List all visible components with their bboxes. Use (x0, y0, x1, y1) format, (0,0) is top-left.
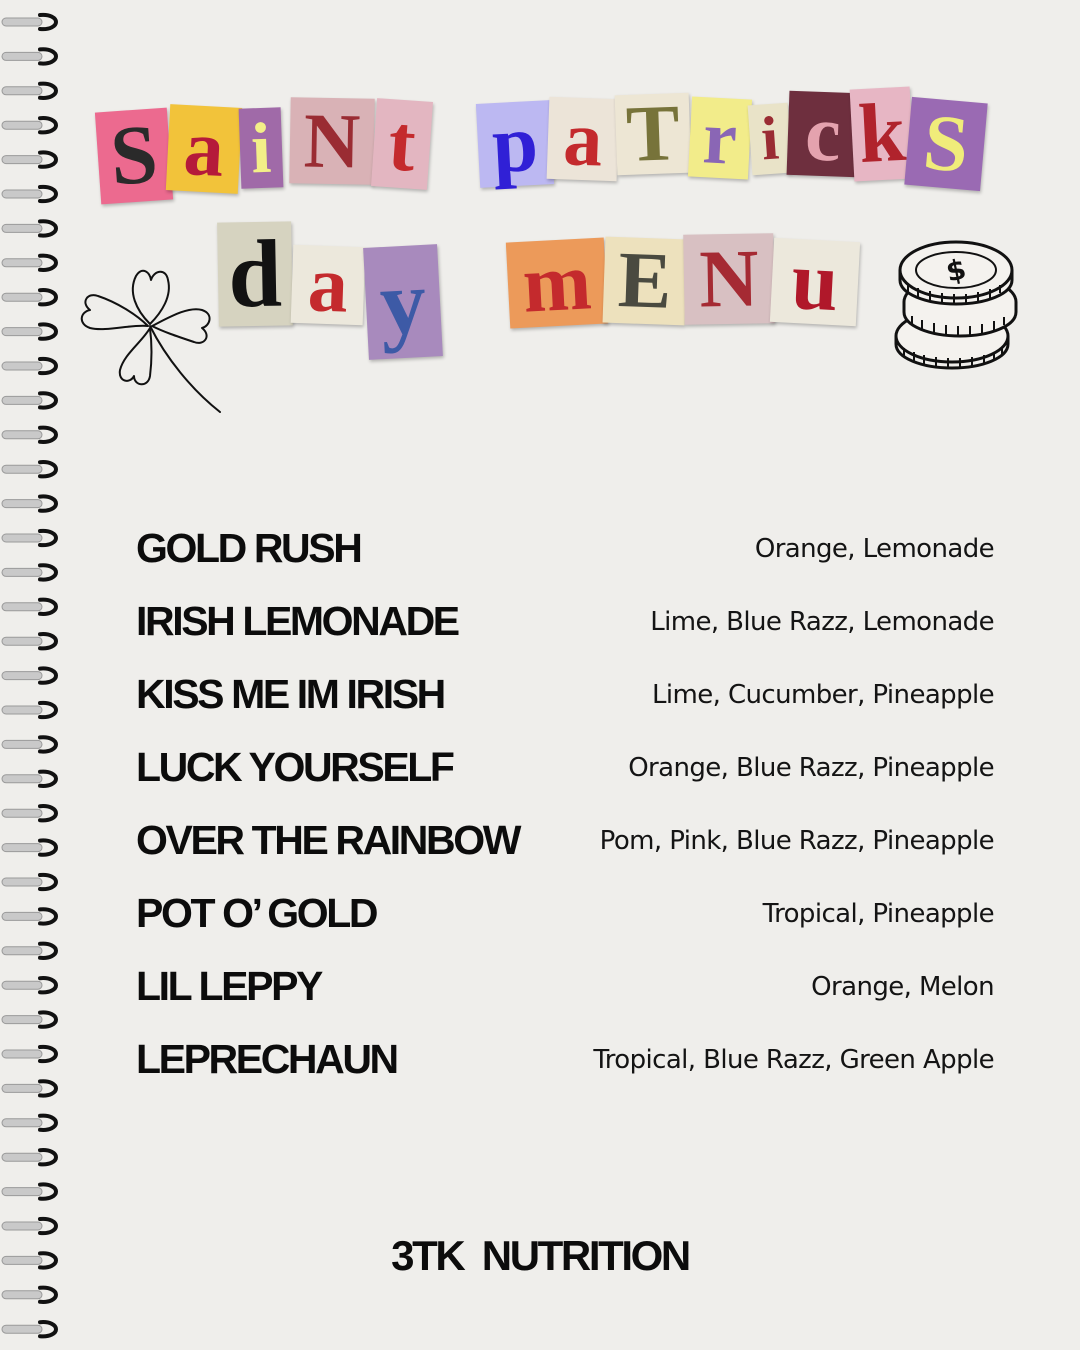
menu-item-flavors: Lime, Blue Razz, Lemonade (650, 606, 994, 637)
menu-item-flavors: Orange, Blue Razz, Pineapple (628, 752, 994, 783)
menu-item (136, 1023, 994, 1096)
menu-item-name: IRISH LEMONADE (136, 598, 458, 644)
title-letter: N (683, 233, 775, 325)
menu-item-flavors: Pom, Pink, Blue Razz, Pineapple (599, 825, 994, 856)
spiral-ring (2, 15, 56, 29)
title-letter: a (547, 97, 620, 181)
title-letter: S (904, 97, 987, 191)
spiral-ring (2, 565, 56, 579)
title-letter: d (217, 221, 293, 326)
menu-item (136, 512, 994, 585)
spiral-ring (2, 875, 56, 889)
menu-list (136, 512, 994, 1096)
spiral-binding (0, 0, 70, 1350)
menu-item-name: LEPRECHAUN (136, 1036, 397, 1082)
spiral-ring (2, 840, 56, 854)
title-letter: m (506, 237, 608, 328)
title-letter: T (615, 93, 692, 176)
title-letter: a (291, 245, 366, 325)
spiral-ring (2, 531, 56, 545)
title-letter: p (476, 100, 554, 188)
menu-item-flavors: Lime, Cucumber, Pineapple (652, 679, 994, 710)
spiral-ring (2, 668, 56, 682)
menu-item (136, 950, 994, 1023)
spiral-ring (2, 600, 56, 614)
title-letter: i (748, 103, 793, 176)
spiral-ring (2, 772, 56, 786)
menu-item-name: OVER THE RAINBOW (136, 817, 519, 863)
menu-item (136, 585, 994, 658)
menu-item-name: GOLD RUSH (136, 525, 361, 571)
menu-item-name: LIL LEPPY (136, 963, 321, 1009)
title-letter: t (371, 98, 433, 190)
spiral-ring (2, 496, 56, 510)
title-letter: k (850, 86, 915, 181)
spiral-ring (2, 1081, 56, 1095)
spiral-ring (2, 49, 56, 63)
title-letter: c (787, 91, 860, 177)
spiral-ring (2, 1184, 56, 1198)
title-letter: r (688, 96, 752, 179)
brand-name: 3TK NUTRITION (391, 1232, 689, 1279)
coins-icon (888, 236, 1024, 370)
menu-item-name: POT O’ GOLD (136, 890, 377, 936)
title-letter: a (166, 104, 242, 194)
title-letter: E (603, 237, 688, 326)
menu-item-flavors: Tropical, Blue Razz, Green Apple (593, 1044, 994, 1075)
menu-item-flavors: Orange, Melon (811, 971, 994, 1002)
spiral-ring (2, 393, 56, 407)
title-letter: i (239, 107, 284, 188)
spiral-ring (2, 1116, 56, 1130)
menu-item (136, 658, 994, 731)
title-letter: N (289, 97, 374, 184)
title-line-1 (0, 85, 1080, 204)
spiral-ring (2, 978, 56, 992)
spiral-ring (2, 737, 56, 751)
svg-text:$: $ (943, 252, 970, 289)
menu-item (136, 804, 994, 877)
spiral-ring (2, 944, 56, 958)
title-letter: y (363, 244, 443, 360)
title-letter: u (770, 238, 860, 326)
spiral-ring (2, 462, 56, 476)
menu-item-name: KISS ME IM IRISH (136, 671, 444, 717)
spiral-ring (2, 634, 56, 648)
menu-item-name: LUCK YOURSELF (136, 744, 453, 790)
spiral-ring (2, 703, 56, 717)
title-letter: S (95, 108, 173, 205)
clover-icon (76, 262, 226, 417)
spiral-ring (2, 1322, 56, 1336)
spiral-ring (2, 1012, 56, 1026)
menu-item (136, 877, 994, 950)
spiral-ring (2, 806, 56, 820)
spiral-ring (2, 359, 56, 373)
menu-item (136, 731, 994, 804)
spiral-ring (2, 428, 56, 442)
spiral-ring (2, 1150, 56, 1164)
spiral-ring (2, 909, 56, 923)
menu-item-flavors: Tropical, Pineapple (762, 898, 994, 929)
menu-item-flavors: Orange, Lemonade (754, 533, 994, 564)
spiral-ring (2, 1047, 56, 1061)
spiral-ring (2, 1219, 56, 1233)
spiral-ring (2, 1288, 56, 1302)
